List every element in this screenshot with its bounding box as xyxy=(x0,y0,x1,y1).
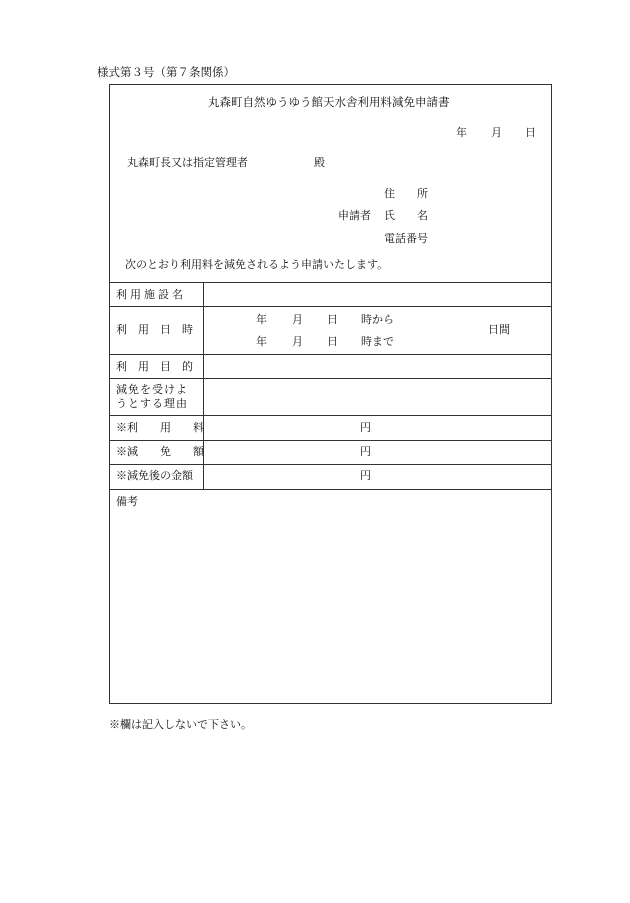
days-label: 日間 xyxy=(488,323,510,336)
fee-label: ※利 用 料 xyxy=(116,421,204,434)
to-month: 月 xyxy=(292,335,303,348)
exemption-yen: 円 xyxy=(360,445,371,458)
table-line-6 xyxy=(109,464,552,465)
reason-label-line1: 減免を受けよ xyxy=(116,383,188,396)
exemption-label: ※減 免 額 xyxy=(116,445,204,458)
honorific: 殿 xyxy=(314,156,325,169)
date-year-label: 年 xyxy=(456,126,467,139)
name-label: 氏 名 xyxy=(384,209,428,222)
table-line-4 xyxy=(109,415,552,416)
reason-label-line2: うとする理由 xyxy=(116,397,188,410)
table-line-2 xyxy=(109,354,552,355)
after-exemption-label: ※減免後の金額 xyxy=(116,469,193,482)
to-year: 年 xyxy=(256,335,267,348)
address-label: 住 所 xyxy=(384,187,428,200)
footnote: ※欄は記入しないで下さい。 xyxy=(109,718,252,731)
request-text: 次のとおり利用料を減免されるよう申請いたします。 xyxy=(125,258,389,271)
date-month-label: 月 xyxy=(491,126,502,139)
form-title: 丸森町自然ゆうゆう館天水舎利用料減免申請書 xyxy=(208,95,450,109)
date-time-label: 利 用 日 時 xyxy=(116,323,193,336)
applicant-label: 申請者 xyxy=(338,209,371,222)
fee-yen: 円 xyxy=(360,421,371,434)
date-day-label: 日 xyxy=(525,126,536,139)
table-line-top xyxy=(109,282,552,283)
table-line-7 xyxy=(109,489,552,490)
table-line-5 xyxy=(109,440,552,441)
to-hour: 時まで xyxy=(361,335,394,348)
table-line-1 xyxy=(109,306,552,307)
from-month: 月 xyxy=(292,313,303,326)
phone-label: 電話番号 xyxy=(384,232,428,245)
purpose-label: 利 用 目 的 xyxy=(116,360,193,373)
from-day: 日 xyxy=(327,313,338,326)
after-exemption-yen: 円 xyxy=(360,469,371,482)
from-year: 年 xyxy=(256,313,267,326)
remarks-label: 備考 xyxy=(116,495,138,508)
table-line-3 xyxy=(109,378,552,379)
from-hour: 時から xyxy=(361,313,394,326)
addressee: 丸森町長又は指定管理者 xyxy=(127,156,248,169)
to-day: 日 xyxy=(327,335,338,348)
form-number: 様式第３号（第７条関係） xyxy=(97,65,235,79)
facility-label: 利用施設名 xyxy=(116,288,186,301)
